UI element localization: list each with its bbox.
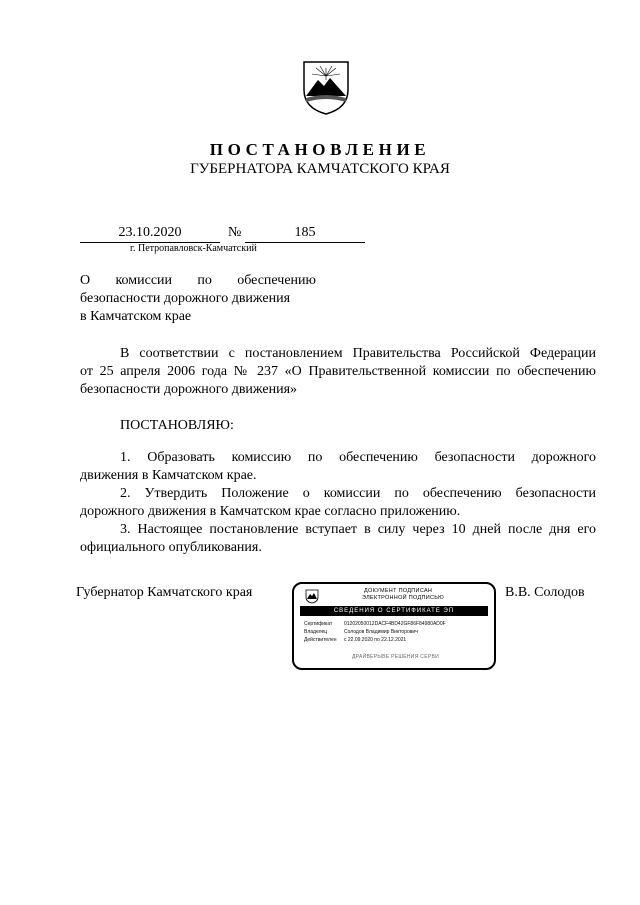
resolution-items: [80, 449, 596, 557]
stamp-bar: СВЕДЕНИЯ О СЕРТИФИКАТЕ ЭП: [300, 606, 488, 616]
item-line: 1. Образовать комиссию по обеспечению безопасности дорожного: [120, 450, 596, 465]
signatory-name: В.В. Солодов: [505, 585, 585, 600]
document-date: 23.10.2020: [80, 225, 220, 243]
resolve-heading: [80, 417, 596, 435]
stamp-footer: ДРАЙВЕРЫВЕ РЕШЕНИЯ СЕРВИ: [352, 654, 440, 660]
stamp-emblem-icon: [304, 588, 320, 604]
preamble-paragraph: [80, 345, 596, 399]
stamp-label: Владелец: [304, 629, 328, 635]
text-line: В соответствии с постановлением Правительства Российской Федерации: [120, 346, 596, 361]
stamp-label: Действителен: [304, 637, 337, 643]
stamp-value: Солодов Владимир Викторович: [344, 629, 418, 635]
stamp-heading: ДОКУМЕНТ ПОДПИСАН: [364, 588, 433, 594]
signatory-position: Губернатор Камчатского края: [76, 585, 253, 600]
item-line: официального опубликования.: [80, 540, 262, 555]
item-line: 3. Настоящее постановление вступает в силу через 10 дней после дня его: [120, 522, 596, 537]
item-line: движения в Камчатском крае.: [80, 468, 257, 483]
text-line: безопасности дорожного движения»: [80, 382, 298, 397]
text-line: от 25 апреля 2006 года № 237 «О Правительственной комиссии по обеспечению: [80, 364, 596, 379]
item-line: 2. Утвердить Положение о комиссии по обеспечению безопасности: [120, 486, 596, 501]
stamp-cert-row: [304, 621, 446, 627]
document-topic: [80, 272, 316, 326]
topic-line: безопасности дорожного движения: [80, 291, 291, 306]
text-line: ПОСТАНОВЛЯЮ:: [120, 418, 234, 433]
stamp-label: Сертификат: [304, 621, 333, 627]
electronic-signature-stamp: [292, 582, 496, 670]
document-subtitle: ГУБЕРНАТОРА КАМЧАТСКОГО КРАЯ: [190, 161, 450, 177]
document-title: ПОСТАНОВЛЕНИЕ: [209, 140, 431, 159]
number-sign: №: [228, 225, 242, 240]
document-place: г. Петропавловск-Камчатский: [130, 243, 257, 254]
stamp-value: с 22.09.2020 по 22.12.2021: [344, 637, 407, 643]
document-number: 185: [245, 225, 365, 243]
stamp-value: 01202050012DACF4BD42GF86F84980AD0F: [344, 621, 446, 627]
stamp-owner-row: [304, 629, 418, 635]
item-line: дорожного движения в Камчатском крае согласно приложению.: [80, 504, 461, 519]
topic-line: О комиссии по обеспечению: [80, 273, 316, 288]
stamp-valid-row: [304, 637, 406, 643]
coat-of-arms-emblem: [300, 58, 352, 116]
stamp-heading: ЭЛЕКТРОННОЙ ПОДПИСЬЮ: [362, 595, 445, 601]
topic-line: в Камчатском крае: [80, 309, 192, 324]
